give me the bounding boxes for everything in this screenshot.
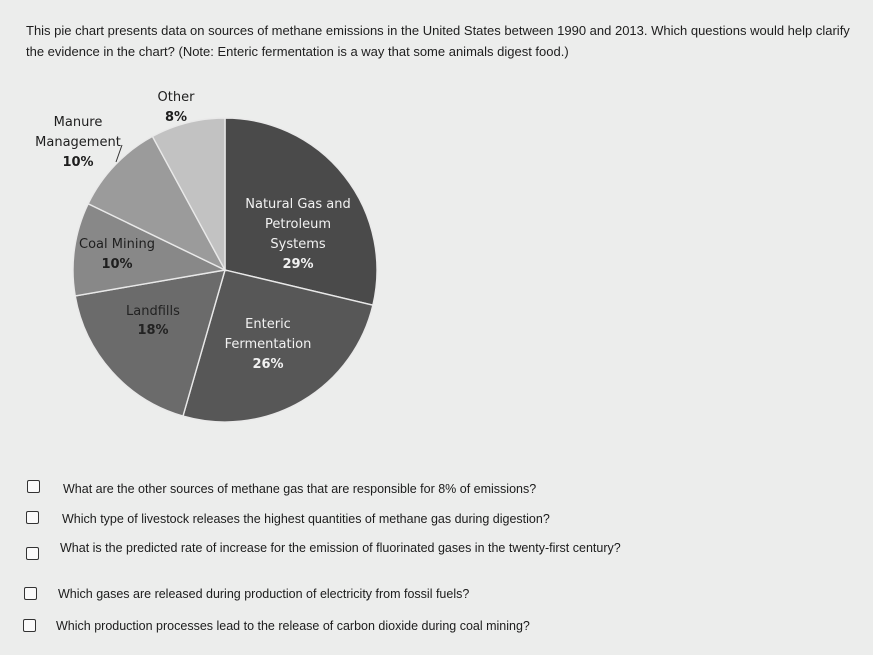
option-3-text: What is the predicted rate of increase for the emission of fluorinated gases in the twenty-first century? <box>60 541 621 555</box>
pie-label-2: Landfills 18% <box>126 304 180 338</box>
option-5-checkbox[interactable] <box>23 619 36 632</box>
option-2-text: Which type of livestock releases the highest quantities of methane gas during digestion? <box>62 512 550 526</box>
option-1-checkbox[interactable] <box>27 480 40 493</box>
option-3[interactable] <box>26 541 621 560</box>
pie-svg <box>0 80 420 440</box>
option-5[interactable] <box>23 619 530 633</box>
option-3-checkbox[interactable] <box>26 547 39 560</box>
option-4[interactable] <box>24 587 470 601</box>
option-1-text: What are the other sources of methane gas that are responsible for 8% of emissions? <box>63 482 537 496</box>
pie-label-5: Other 8% <box>157 90 195 125</box>
option-4-text: Which gases are released during production of electricity from fossil fuels? <box>58 587 470 601</box>
option-2[interactable] <box>26 511 550 526</box>
option-5-text: Which production processes lead to the release of carbon dioxide during coal mining? <box>56 619 530 633</box>
option-2-checkbox[interactable] <box>26 511 39 524</box>
pie-label-3: Coal Mining 10% <box>79 237 155 272</box>
pie-label-1: Enteric Fermentation 26% <box>224 317 312 372</box>
pie-label-0: Natural Gas and Petroleum Systems 29% <box>245 197 351 272</box>
option-4-checkbox[interactable] <box>24 587 37 600</box>
pie-label-4: Manure Management 10% <box>35 115 121 170</box>
question-prompt: This pie chart presents data on sources of methane emissions in the United States between 1990 and 2013. Which questions would help clarify the evidence in the chart? (Note: Enteric fermentation is a way that some animals digest food.) <box>26 23 850 59</box>
methane-pie-chart <box>0 80 420 440</box>
option-1[interactable] <box>27 480 537 496</box>
